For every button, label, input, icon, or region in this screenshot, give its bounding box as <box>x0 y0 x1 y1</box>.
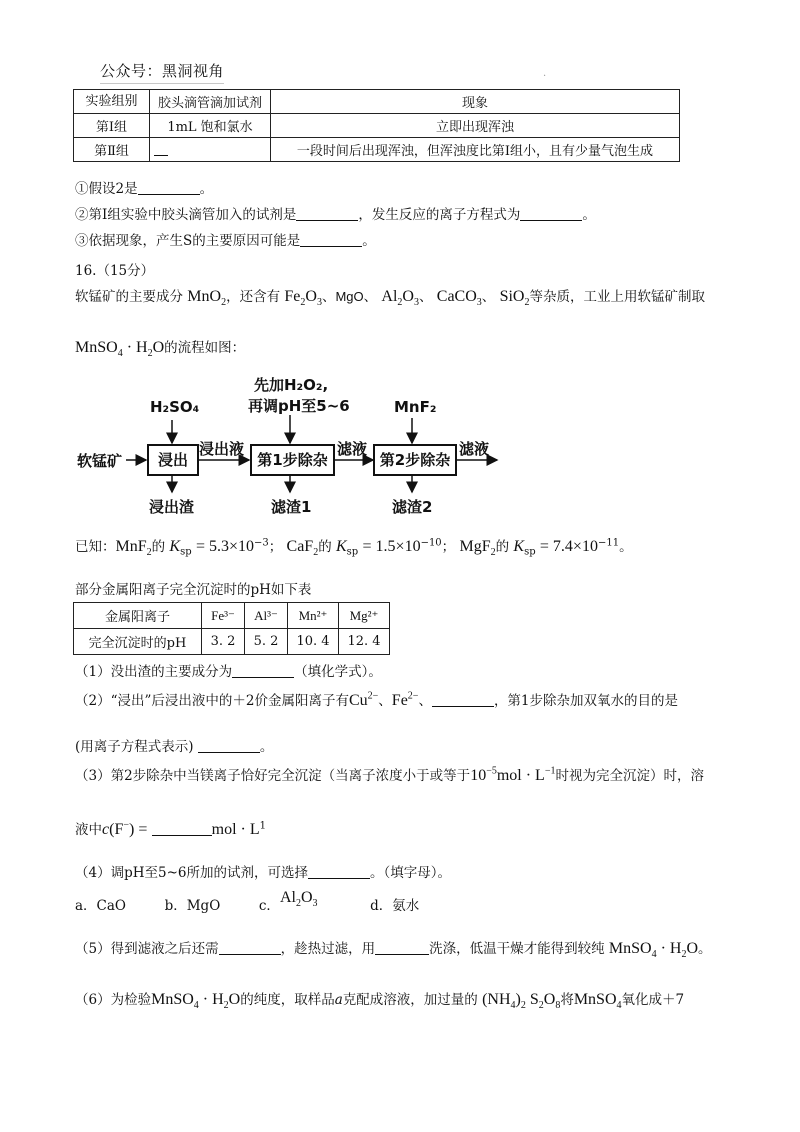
table-header: 金属阳离子 <box>74 603 202 629</box>
table-header: 胶头滴管滴加试剂 <box>150 90 271 114</box>
table-header: 现象 <box>271 90 680 114</box>
answer-blank <box>308 864 370 879</box>
question-2-cont: (用离子方程式表示) 。 <box>75 739 274 755</box>
answer-blank <box>375 940 429 955</box>
flow-step1-reagent: 先加H₂O₂, <box>254 376 329 394</box>
ksp-line: 已知：MnF$_2$的 $K_{sp} = 5.3\times 10^{-3}$； CaF$_2$的 $K_{sp} = 1.5\times 10^{-10}$； MgF$_2$的 $K_{sp} = 7.4\times 10^{-11}$。 <box>75 537 633 559</box>
question-1: （1）没出渣的主要成分为 （填化学式）。 <box>75 664 382 680</box>
table-cell: 5. 2 <box>245 629 288 655</box>
flow-input: 软锰矿 <box>77 452 123 470</box>
option-d: d．氨水 <box>370 898 420 914</box>
option-b: b．MgO <box>164 898 221 914</box>
flow-box-step1: 第1步除杂 <box>250 444 335 476</box>
flow-arrow-label: 滤液 <box>337 440 368 458</box>
table-row <box>74 603 390 629</box>
table-header: Al³⁻ <box>245 603 288 629</box>
table-cell: 3. 2 <box>202 629 245 655</box>
table-header: Fe³⁻ <box>202 603 245 629</box>
answer-blank <box>152 821 212 836</box>
option-a: a．CaO <box>75 898 126 914</box>
flow-mnf2: MnF₂ <box>394 398 437 416</box>
question-4-options <box>75 889 420 917</box>
table-header: Mn²⁺ <box>288 603 339 629</box>
table-header: Mg²⁺ <box>339 603 390 629</box>
flow-output: 滤渣2 <box>392 498 433 516</box>
table-cell: 12. 4 <box>339 629 390 655</box>
ph-table-title: 部分金属阳离子完全沉淀时的pH如下表 <box>75 582 312 598</box>
q-line-1: ①假设2是 。 <box>75 181 214 197</box>
question-4: （4）调pH至5~6所加的试剂，可选择 。（填字母）。 <box>75 865 451 881</box>
answer-blank <box>232 663 294 678</box>
question-3-cont: 液中c(F−) = mol · $L^1$ <box>75 819 267 838</box>
flow-arrow-label: 浸出液 <box>199 440 245 458</box>
question-6: （6）为检验MnSO$_4$ · $H_2O$的纯度，取样品a克配成溶液，加过量的 $(NH_4)_2$ $S_2O_8$将MnSO$_4$氧化成＋7 <box>75 991 685 1012</box>
flow-output: 滤渣1 <box>271 498 312 516</box>
question-5: （5）得到滤液之后还需 ，趁热过滤，用 洗涤，低温干燥才能得到较纯 MnSO$_4$ · $H_2O$。 <box>75 940 712 961</box>
answer-blank <box>219 940 281 955</box>
flow-box-leach: 浸出 <box>147 444 199 476</box>
q16-intro-2: MnSO$_4$ · $H_2O$的流程如图： <box>75 339 246 360</box>
question-2: （2）“浸出”后浸出液中的＋2价金属阳离子有$Cu^{2-}$、$Fe^{2-}$、 ，第1步除杂加双氧水的目的是 <box>75 690 679 709</box>
q16-heading: 16.（15分） <box>75 263 155 279</box>
q16-intro: 软锰矿的主要成分 MnO$_2$，还含有 $Fe_2O_3$、MgO、 $Al_2O_3$、 CaCO$_3$、 SiO$_2$等杂质，工业上用软锰矿制取 <box>75 288 705 309</box>
table-cell: 10. 4 <box>288 629 339 655</box>
q-line-3: ③依据现象，产生S的主要原因可能是 。 <box>75 233 376 249</box>
flow-output: 浸出渣 <box>149 498 195 516</box>
table-header: 实验组别 <box>74 90 150 114</box>
answer-blank <box>198 738 260 753</box>
answer-blank <box>432 692 494 707</box>
option-c: c．$Al_2O_3$ <box>258 889 318 914</box>
scan-dot: . <box>543 68 547 79</box>
q-line-2: ②第Ⅰ组实验中胶头滴管加入的试剂是 ，发生反应的离子方程式为 。 <box>75 207 596 223</box>
table-cell: 第Ⅰ组 <box>74 114 150 138</box>
question-3: （3）第2步除杂中当镁离子恰好完全沉淀（当离子浓度小于或等于$10^{-5}mol \cdot L^{-1}$时视为完全沉淀）时，溶 <box>75 765 704 784</box>
flow-h2so4: H₂SO₄ <box>150 398 200 416</box>
flow-step1-reagent: 再调pH至5~6 <box>248 397 350 415</box>
table-cell: 完全沉淀时的pH <box>74 629 202 655</box>
table-cell: 1mL 饱和氯水 <box>150 114 271 138</box>
flow-arrow-label: 滤液 <box>459 440 490 458</box>
table-cell: 一段时间后出现浑浊，但浑浊度比第Ⅰ组小，且有少量气泡生成 <box>271 138 680 162</box>
watermark: 公众号：黑洞视角 <box>100 60 224 84</box>
ph-table <box>73 602 390 655</box>
table-row <box>74 629 390 655</box>
table-cell: 第Ⅱ组 <box>74 138 150 162</box>
flow-box-step2: 第2步除杂 <box>373 444 457 476</box>
table-cell: 立即出现浑浊 <box>271 114 680 138</box>
